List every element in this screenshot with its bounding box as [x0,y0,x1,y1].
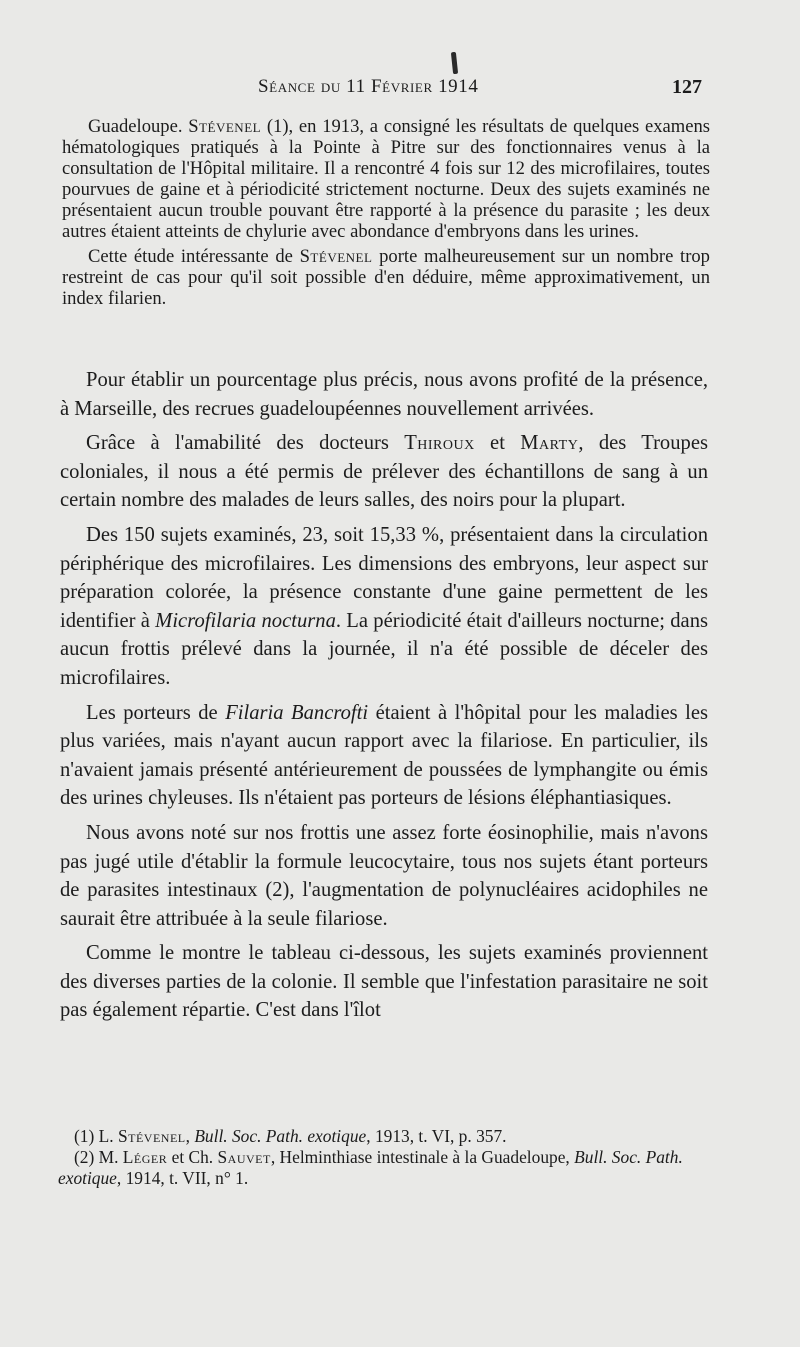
text-segment: (1) L. [74,1126,118,1146]
paragraph [60,819,708,933]
author-name: Thiroux [404,432,475,455]
footnote [58,1126,718,1147]
main-text-block [60,366,708,1025]
text-segment: , Helminthiase intestinale à la Guadeloupe, [270,1147,575,1167]
paragraph [60,429,708,515]
text-segment: , 1913, t. VI, p. 357. [366,1126,507,1146]
paragraph [60,366,708,423]
text-segment: . La périodicité était d'ailleurs nocturne; dans aucun frottis prélevé dans la journée, il n'a été possible de déceler des microfilaires. [60,609,709,689]
italic-text: Filaria Bancrofti [225,701,369,724]
paragraph [62,116,710,242]
text-segment: Pour établir un pourcentage plus précis, nous avons profité de la présence, à Marseille, des recrues guadeloupéennes nouvellement arrivées. [60,369,708,420]
text-segment: Comme le montre le tableau ci-dessous, les sujets examinés proviennent des diverses parties de la colonie. Il semble que l'infestation parasitaire ne soit pas également répartie. C'est dans l'îlot [60,942,708,1022]
text-segment: (1), en 1913, a consigné les résultats de quelques examens hématologiques pratiqués à la Pointe à Pitre sur des fonctionnaires venus à la consultation de l'Hôpital militaire. Il a rencontré 4 fois sur 12 des microfilaires, toutes pourvues de gaine et à périodicité strictement nocturne. Deux des sujets examinés ne présentaient aucun trouble pouvant être rapporté à la présence du parasite ; les deux autres étaient atteints de chylurie avec abondance d'embryons dans les urines. [62,116,710,242]
author-name: Stévenel [117,1126,186,1146]
author-name: Léger [122,1147,168,1167]
footnote [58,1147,718,1189]
text-segment: Nous avons noté sur nos frottis une assez forte éosinophilie, mais n'avons pas jugé utile d'établir la formule leucocytaire, tous nos sujets étant porteurs de parasites intestinaux (2), l'augmentation de polynucléaires acidophiles ne saurait être attribuée à la seule filariose. [60,821,708,930]
ink-mark [451,52,458,74]
text-segment: porte malheureusement sur un nombre trop restreint de cas pour qu'il soit possible d'en déduire, même approximativement, un index filarien. [62,246,710,309]
text-segment: , des Troupes coloniales, il nous a été permis de prélever des échantillons de sang à un certain nombre des malades de leurs salles, des noirs pour la plupart. [60,432,708,512]
text-segment: Des 150 sujets examinés, 23, soit 15,33 %, présentaient dans la circulation périphérique des microfilaires. Les dimensions des embryons, leur aspect sur préparation colorée, la présence constante d'une gaine permettent de les identifier à [60,523,708,632]
text-segment: Cette étude intéressante de [88,246,300,267]
small-print-block [62,116,710,309]
page-header [0,76,800,106]
author-name: Stévenel [188,116,262,137]
author-name: Stévenel [299,246,373,267]
text-segment: Guadeloupe. [88,116,189,137]
text-segment: (2) M. [74,1147,123,1167]
text-segment: , 1914, t. VII, n° 1. [116,1168,249,1188]
text-segment: et Ch. [167,1147,218,1167]
text-segment: , [185,1126,195,1146]
paragraph [60,699,708,813]
footnotes [58,1126,718,1189]
paragraph [60,521,708,693]
text-segment: Les porteurs de [86,701,226,724]
paragraph [60,939,708,1025]
text-segment: et [474,432,521,455]
page-number: 127 [672,76,702,98]
italic-text: Microfilaria nocturna [155,609,336,632]
running-title: Séance du 11 Février 1914 [258,76,479,97]
text-segment: Grâce à l'amabilité des docteurs [86,432,405,455]
paragraph [62,246,710,309]
italic-text: Bull. Soc. Path. exotique [58,1147,683,1188]
italic-text: Bull. Soc. Path. exotique [194,1126,367,1146]
author-name: Marty [520,432,579,455]
text-segment: étaient à l'hôpital pour les maladies les plus variées, mais n'ayant aucun rapport avec la filariose. En particulier, ils n'avaient jamais présenté antérieurement de poussées de lymphangite ou émis des urines chyleuses. Ils n'étaient pas porteurs de lésions éléphantiasiques. [60,701,708,810]
author-name: Sauvet [217,1147,271,1167]
